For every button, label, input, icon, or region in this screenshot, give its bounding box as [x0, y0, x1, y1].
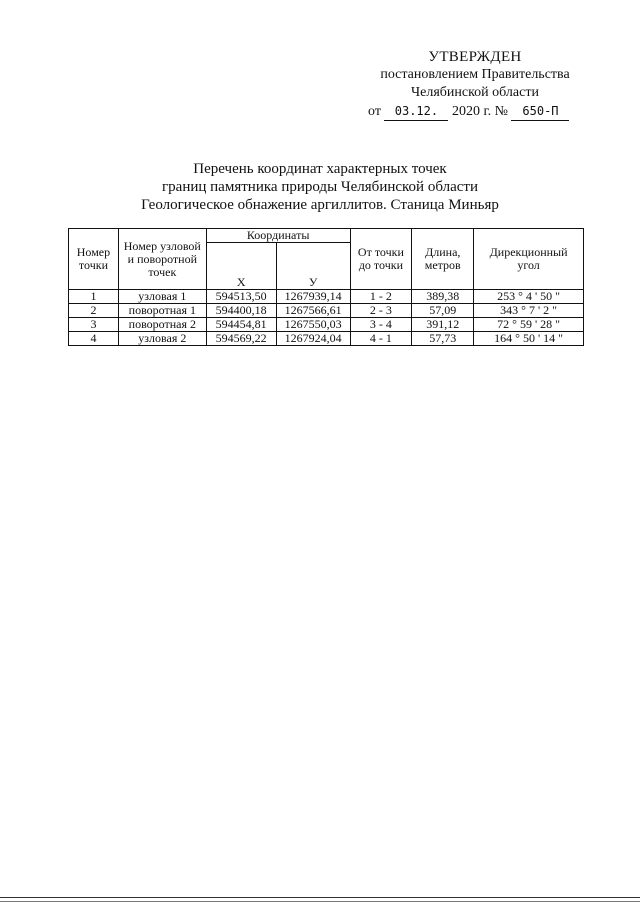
cell-y: 1267566,61: [276, 304, 350, 318]
header-coordinates: Координаты: [206, 229, 350, 243]
header-node-number: Номер узловой и поворотной точек: [118, 229, 206, 290]
header-length: Длина, метров: [412, 229, 474, 290]
cell-y: 1267939,14: [276, 290, 350, 304]
year-text: 2020 г. №: [451, 104, 508, 119]
cell-node: узловая 2: [118, 332, 206, 346]
cell-x: 594569,22: [206, 332, 276, 346]
cell-segment: 3 - 4: [350, 318, 412, 332]
cell-angle: 253 ° 4 ' 50 ": [474, 290, 584, 304]
cell-y: 1267550,03: [276, 318, 350, 332]
approval-stamp: [360, 48, 590, 121]
approval-line-1: постановлением Правительства: [380, 67, 570, 82]
approval-title: УТВЕРЖДЕН: [428, 49, 522, 65]
heading-line-1: Перечень координат характерных точек: [193, 161, 447, 177]
page-bottom-edge-shadow: [0, 901, 640, 902]
heading-line-2: границ памятника природы Челябинской области: [162, 179, 478, 195]
cell-x: 594513,50: [206, 290, 276, 304]
cell-num: 3: [69, 318, 119, 332]
cell-segment: 1 - 2: [350, 290, 412, 304]
cell-segment: 2 - 3: [350, 304, 412, 318]
cell-node: узловая 1: [118, 290, 206, 304]
table-row: [69, 290, 584, 304]
cell-node: поворотная 2: [118, 318, 206, 332]
cell-x: 594400,18: [206, 304, 276, 318]
page-bottom-edge: [0, 897, 640, 898]
cell-x: 594454,81: [206, 318, 276, 332]
cell-angle: 72 ° 59 ' 28 ": [474, 318, 584, 332]
table-row: [69, 304, 584, 318]
header-x: Х: [206, 243, 276, 290]
cell-num: 2: [69, 304, 119, 318]
cell-length: 389,38: [412, 290, 474, 304]
table-row: [69, 318, 584, 332]
date-value: 03.12.: [384, 102, 448, 121]
approval-date-line: [360, 102, 590, 121]
cell-angle: 164 ° 50 ' 14 ": [474, 332, 584, 346]
coordinates-table: [68, 228, 584, 346]
cell-node: поворотная 1: [118, 304, 206, 318]
header-direction: Дирекционный угол: [474, 229, 584, 290]
header-point-number: Номер точки: [69, 229, 119, 290]
cell-angle: 343 ° 7 ' 2 ": [474, 304, 584, 318]
cell-length: 57,09: [412, 304, 474, 318]
document-heading: [80, 160, 560, 214]
date-prefix: от: [368, 104, 381, 119]
cell-segment: 4 - 1: [350, 332, 412, 346]
cell-length: 57,73: [412, 332, 474, 346]
table-row: [69, 332, 584, 346]
document-number: 650-П: [511, 102, 569, 121]
table-header-row: [69, 229, 584, 243]
heading-line-3: Геологическое обнажение аргиллитов. Станица Миньяр: [141, 197, 499, 213]
cell-num: 4: [69, 332, 119, 346]
header-y: У: [276, 243, 350, 290]
cell-num: 1: [69, 290, 119, 304]
cell-y: 1267924,04: [276, 332, 350, 346]
header-from-to: От точки до точки: [350, 229, 412, 290]
approval-line-2: Челябинской области: [411, 85, 539, 100]
cell-length: 391,12: [412, 318, 474, 332]
